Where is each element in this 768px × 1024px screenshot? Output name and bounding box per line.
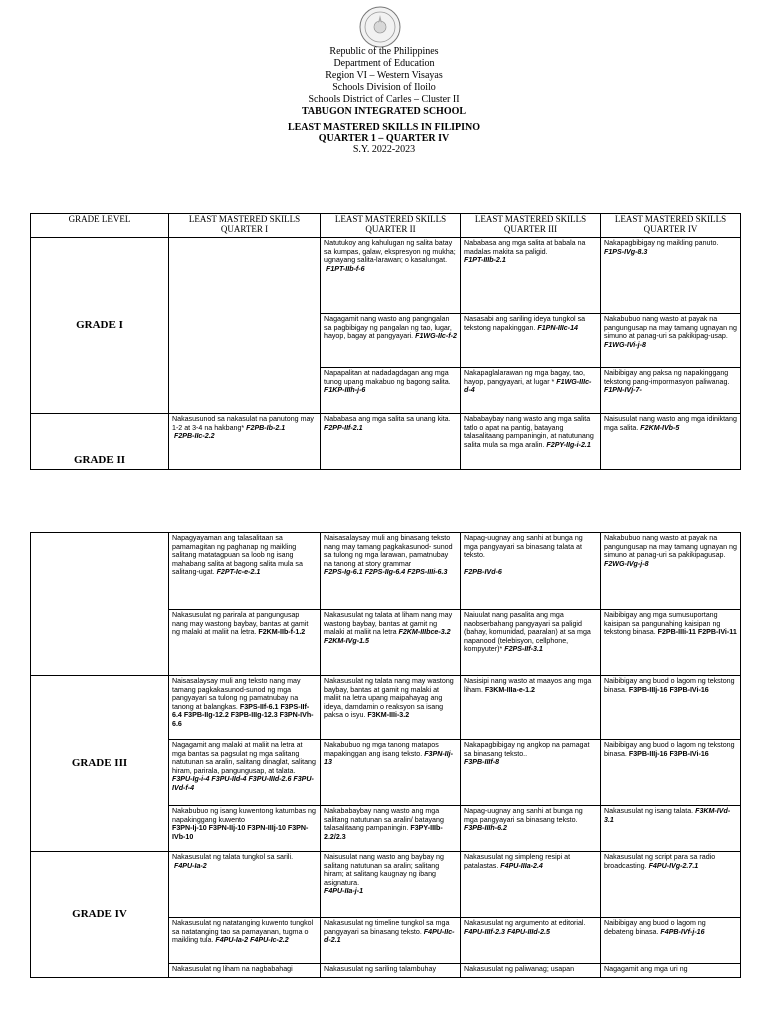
table-cell: Nakababaybay nang wasto ang mga salitang natutunan sa aralin/ batayang talasalitaang pampaningin. F3PY-IIIb-2.2/2.3 <box>321 806 461 852</box>
table-cell: Nakasusulat ng talata at liham nang may wastong baybay, bantas at gamit ng malaki at maliit na letra F2KM-IIIbce-3.2 F2KM-IVg-1.5 <box>321 610 461 676</box>
table-cell: Naisusulat nang wasto ang mga idiniktang mga salita. F2KM-IVb-5 <box>601 414 741 470</box>
table-cell: Nakasusulat ng simpleng resipi at patalastas. F4PU-IIIa-2.4 <box>461 852 601 918</box>
table-cell: Naisasalaysay muli ang teksto nang may tamang pagkakasunod-sunod ng mga pangyayari sa tulong ng pamatnubay na tanong at balangkas. F3PS-IIf-6.1 F3PS-IIf-6.4 F3PB-IIg-12.2 F3PB-IIIg-12.3 F3PN-IVh-6.6 <box>169 676 321 740</box>
table-cell: Naibibigay ang buod o lagom ng tekstong binasa. F3PB-IIIj-16 F3PB-IVi-16 <box>601 740 741 806</box>
letterhead <box>0 46 768 118</box>
table-cell: Nasasabi ang sariling ideya tungkol sa tekstong napakinggan. F1PN-IIIc-14 <box>461 314 601 368</box>
header-line: Schools Division of Iloilo <box>332 82 436 93</box>
table-cell: Nagagamit nang wasto ang pangngalan sa pagbibigay ng pangalan ng tao, lugar, hayop, bagay at pangyayari. F1WG-IIc-f-2 <box>321 314 461 368</box>
table-row <box>31 676 741 740</box>
table-cell: Nakapagbibigay ng maikling panuto. F1PS-IVg-8.3 <box>601 238 741 314</box>
table-cell: Nakasusulat ng parirala at pangungusap nang may wastong baybay, bantas at gamit ng malaki at maliit na letra. F2KM-IIb-f-1.2 <box>169 610 321 676</box>
deped-seal-icon <box>359 6 401 48</box>
table-cell: Napag-uugnay ang sanhi at bunga ng mga pangyayari sa binasang teksto. F3PB-IIIh-6.2 <box>461 806 601 852</box>
school-name: TABUGON INTEGRATED SCHOOL <box>301 106 467 117</box>
table-cell: Nakasusulat ng natatanging kuwento tungkol sa natatanging tao sa pamayanan, tugma o maikling tula. F4PU-Ia-2 F4PU-Ic-2.2 <box>169 918 321 964</box>
grade-label: GRADE II <box>31 414 169 470</box>
column-header: LEAST MASTERED SKILLS QUARTER III <box>461 214 601 238</box>
table-cell: Nakapaglalarawan ng mga bagay, tao, hayop, pangyayari, at lugar * F1WG-IIIc-d-4 <box>461 368 601 414</box>
table-cell: Nakabubuo ng isang kuwentong katumbas ng napakinggang kuwento F3PN-Ij-10 F3PN-IIj-10 F3PN-IIIj-10 F3PN-IVb-10 <box>169 806 321 852</box>
table-cell: Napag-uugnay ang sanhi at bunga ng mga pangyayari sa binasang talata at teksto. F2PB-IVd-6 <box>461 533 601 610</box>
table-row <box>31 414 741 470</box>
column-header: LEAST MASTERED SKILLS QUARTER IV <box>601 214 741 238</box>
title-line-3: S.Y. 2022-2023 <box>352 144 416 155</box>
table-header-row <box>31 214 741 238</box>
table-cell: Nababasa ang mga salita at babala na madalas makita sa paligid. F1PT-IIIb-2.1 <box>461 238 601 314</box>
table-cell: Napapalitan at nadadagdagan ang mga tunog upang makabuo ng bagong salita. F1KP-IIIh-j-6 <box>321 368 461 414</box>
table-cell: Nakasusulat ng argumento at editorial. F4PU-IIIf-2.3 F4PU-IIId-2.5 <box>461 918 601 964</box>
table-cell: Naiuulat nang pasalita ang mga naobserbahang pangyayari sa paligid (bahay, komunidad, paaralan) at sa mga napanood (telebisyon, cellphone, kompyuter)* F2PS-IIf-3.1 <box>461 610 601 676</box>
table-row <box>31 533 741 610</box>
header-line: Republic of the Philippines <box>329 46 439 57</box>
table-cell: Nakasusulat ng talata tungkol sa sarili. F4PU-Ia-2 <box>169 852 321 918</box>
table-cell: Nagagamit ang mga uri ng <box>601 964 741 978</box>
table-cell: Napagyayaman ang talasalitaan sa pamamagitan ng paghanap ng maikling salitang matatagpuan sa loob ng isang mahabang salita at bagong salita mula sa salitang-ugat. F2PT-Ic-e-2.1 <box>169 533 321 610</box>
grade-label: GRADE IV <box>31 852 169 978</box>
table-cell <box>169 238 321 414</box>
header-line: Region VI – Western Visayas <box>325 70 443 81</box>
table-cell: Naibibigay ang buod o lagom ng tekstong binasa. F3PB-IIIj-16 F3PB-IVi-16 <box>601 676 741 740</box>
header-line: Schools District of Carles – Cluster II <box>308 94 460 105</box>
skills-table-2 <box>30 532 741 978</box>
table-cell: Nakabubuo nang wasto at payak na pangungusap na may tamang ugnayan ng simuno at panag-uri sa pakikipagusap. F2WG-IVg-j-8 <box>601 533 741 610</box>
column-header: LEAST MASTERED SKILLS QUARTER II <box>321 214 461 238</box>
column-header: GRADE LEVEL <box>31 214 169 238</box>
skills-table-1 <box>30 213 741 470</box>
table-cell: Nakasusulat ng isang talata. F3KM-IVd-3.1 <box>601 806 741 852</box>
table-cell: Nakasusulat ng liham na nagbabahagi <box>169 964 321 978</box>
table-cell: Naisasalaysay muli ang binasang teksto nang may tamang pagkakasunod- sunod sa tulong ng mga larawan, pamatnubay na tanong at story grammar F2PS-Ig-6.1 F2PS-IIg-6.4 F2PS-IIIi-6.3 <box>321 533 461 610</box>
table-cell: Nakasusulat ng script para sa radio broadcasting. F4PU-IVg-2.7.1 <box>601 852 741 918</box>
table-cell: Nakasusulat ng timeline tungkol sa mga pangyayari sa binasang teksto. F4PU-IIc-d-2.1 <box>321 918 461 964</box>
table-cell: Nasisipi nang wasto at maayos ang mga liham. F3KM-IIIa-e-1.2 <box>461 676 601 740</box>
table-cell: Natutukoy ang kahulugan ng salita batay sa kumpas, galaw, ekspresyon ng mukha; ugnayang salita-larawan; o kasalungat. F1PT-IIb-f-6 <box>321 238 461 314</box>
document-title <box>0 122 768 155</box>
table-row <box>31 238 741 314</box>
table-cell: Naibibigay ang buod o lagom ng debateng binasa. F4PB-IVf-j-16 <box>601 918 741 964</box>
title-line-1: LEAST MASTERED SKILLS IN FILIPINO <box>287 122 481 133</box>
table-cell: Nakabubuo ng mga tanong matapos mapakinggan ang isang teksto. F3PN-IIj-13 <box>321 740 461 806</box>
table-cell: Nakabubuo nang wasto at payak na pangungusap na may tamang ugnayan ng simuno at panag-uri sa pakikipag-usap. F1WG-IVi-j-8 <box>601 314 741 368</box>
column-header: LEAST MASTERED SKILLS QUARTER I <box>169 214 321 238</box>
table-cell: Nakapagbibigay ng angkop na pamagat sa binasang teksto.. F3PB-IIIf-8 <box>461 740 601 806</box>
table-row <box>31 852 741 918</box>
table-cell: Nakasusulat ng sariling talambuhay <box>321 964 461 978</box>
grade-label: GRADE III <box>31 676 169 852</box>
table-cell: Nakasusulat ng paliwanag; usapan <box>461 964 601 978</box>
grade-label: GRADE I <box>31 238 169 414</box>
table-cell: Nagagamit ang malaki at maliit na letra at mga bantas sa pagsulat ng mga salitang natutunan sa aralin, salitang dinaglat, salitang hiram, parirala, pangungusap, at talata. F3PU-Ig-i-4 F3PU-IId-4 F3PU-IIId-2.6 F3PU-IVd-f-4 <box>169 740 321 806</box>
table-cell: Naisusulat nang wasto ang baybay ng salitang natutunan sa aralin; salitang hiram; at salitang kaugnay ng ibang asignatura. F4PU-IIa-j-1 <box>321 852 461 918</box>
table-cell: Nakasusulat ng talata nang may wastong baybay, bantas at gamit ng malaki at maliit na letra upang maipahayag ang ideya, damdamin o reaksyon sa isang paksa o isyu. F3KM-IIIi-3.2 <box>321 676 461 740</box>
table-cell <box>31 533 169 676</box>
table-cell: Nababasa ang mga salita sa unang kita. F2PP-IIf-2.1 <box>321 414 461 470</box>
table-cell: Naibibigay ang mga sumusuportang kaisipan sa pangunahing kaisipan ng tekstong binasa. F2PB-IIIi-11 F2PB-IVi-11 <box>601 610 741 676</box>
table-cell: Nababaybay nang wasto ang mga salita tatlo o apat na pantig, batayang talasalitaang pampaningin, at natutunang salita mula sa mga aralin. F2PY-IIg-i-2.1 <box>461 414 601 470</box>
title-line-2: QUARTER 1 – QUARTER IV <box>318 133 450 144</box>
header-line: Department of Education <box>333 58 435 69</box>
table-cell: Naibibigay ang paksa ng napakinggang tekstong pang-impormasyon paliwanag. F1PN-IVj-7- <box>601 368 741 414</box>
table-cell: Nakasusunod sa nakasulat na panutong may 1-2 at 3-4 na hakbang* F2PB-Ib-2.1 F2PB-IIc-2.2 <box>169 414 321 470</box>
